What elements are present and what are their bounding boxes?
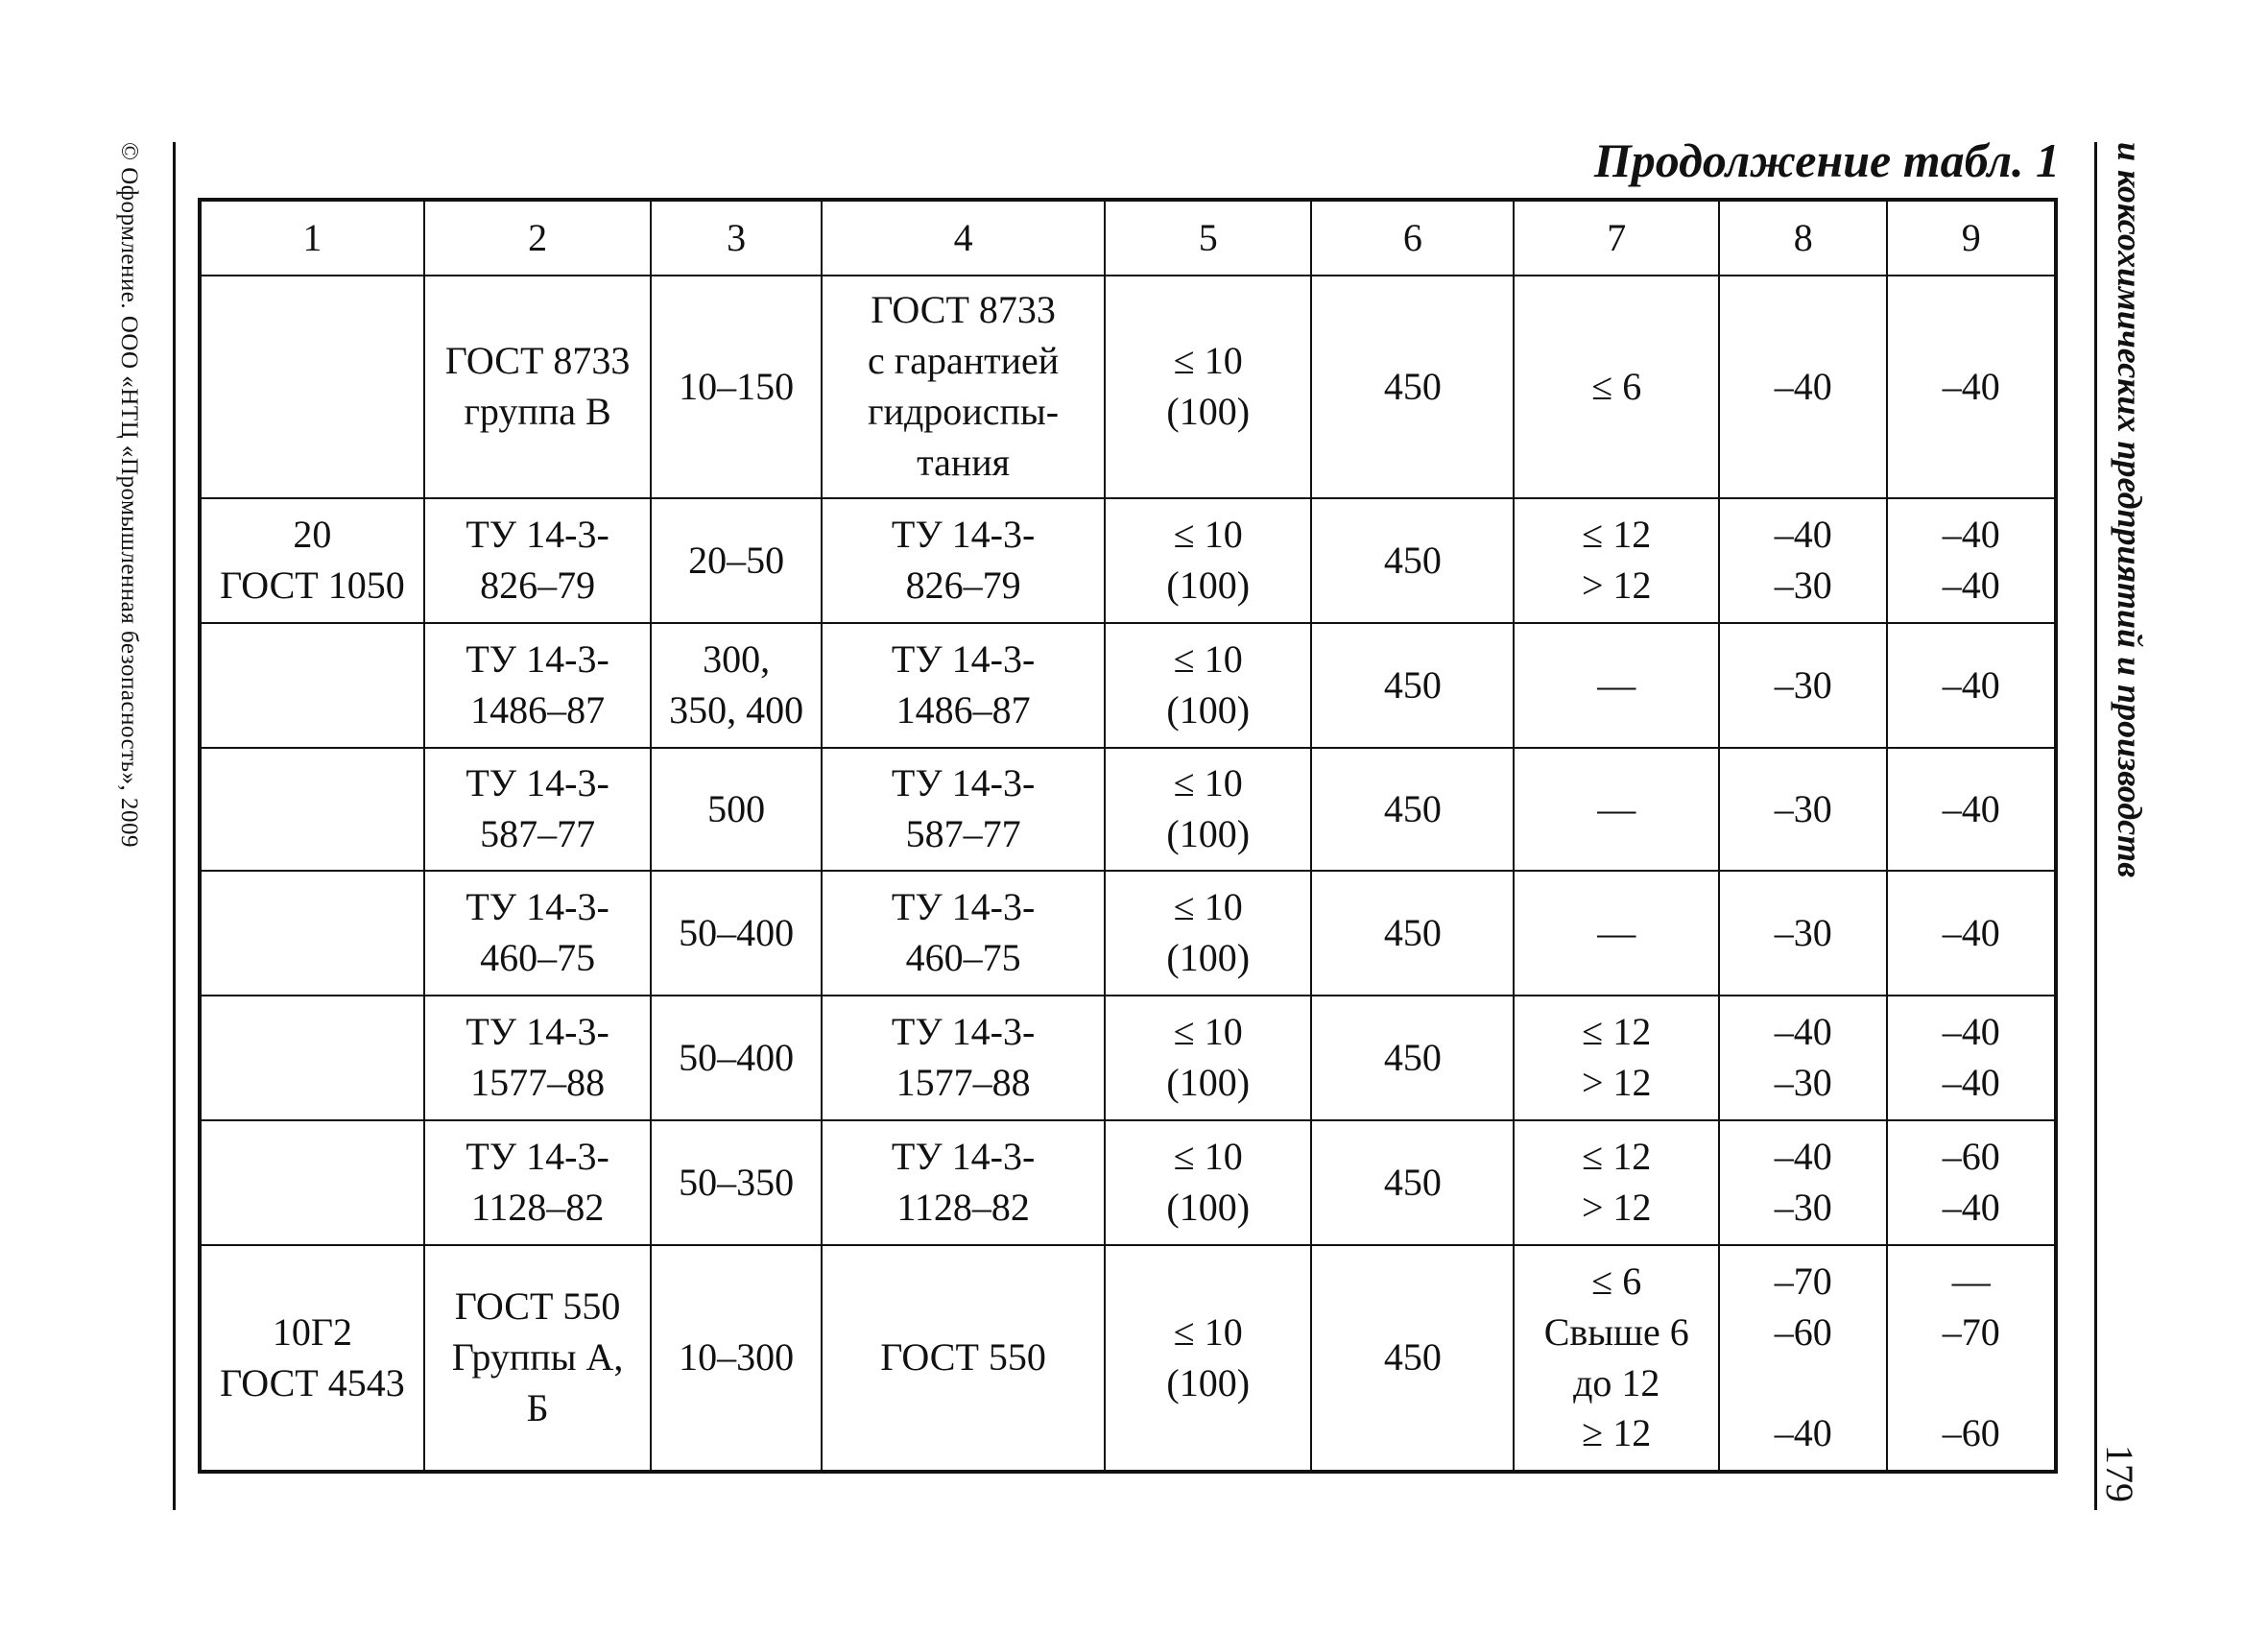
cell-text: 50–400	[679, 910, 795, 954]
cell-text: ТУ 14-3-	[466, 761, 609, 805]
cell-text: 20	[293, 513, 332, 557]
cell-text: –40	[1774, 1135, 1832, 1179]
table-cell	[1887, 1120, 2056, 1245]
table-cell	[424, 871, 652, 996]
cell-text: > 12	[1581, 564, 1652, 607]
cell-text: (100)	[1166, 1360, 1251, 1404]
cell-text: 50–350	[679, 1160, 795, 1204]
table-cell	[424, 276, 652, 498]
table-cell	[651, 498, 822, 623]
table-cell	[1311, 1245, 1514, 1472]
table-cell	[1719, 996, 1887, 1120]
table-row	[200, 1120, 2056, 1245]
table-cell	[1887, 1245, 2056, 1472]
table-cell	[424, 623, 652, 748]
table-cell	[1105, 623, 1311, 748]
cell-text: ГОСТ 8733	[444, 339, 631, 383]
blank-line	[1724, 1358, 1882, 1409]
cell-text: 10–300	[679, 1335, 795, 1380]
table-cell	[424, 748, 652, 871]
cell-text: –40	[1942, 662, 2000, 707]
cell-text: –40	[1942, 1010, 2000, 1054]
cell-text: Группы А,	[451, 1335, 624, 1380]
cell-text: до 12	[1573, 1360, 1660, 1404]
cell-text: –70	[1774, 1259, 1832, 1303]
cell-text: —	[1597, 910, 1636, 954]
table-cell	[1311, 276, 1514, 498]
table-cell	[1311, 498, 1514, 623]
cell-text: –60	[1942, 1411, 2000, 1455]
table-cell	[822, 498, 1105, 623]
cell-text: ГОСТ 550	[454, 1284, 621, 1329]
table-cell	[1105, 276, 1311, 498]
table-cell	[200, 498, 424, 623]
cell-text: > 12	[1581, 1186, 1652, 1229]
cell-text: 10Г2	[272, 1309, 352, 1354]
table-cell	[651, 1245, 822, 1472]
cell-text: –40	[1774, 513, 1832, 557]
cell-text: 1486–87	[470, 688, 606, 732]
cell-text: ГОСТ 8733	[871, 288, 1056, 332]
cell-text: 10–150	[679, 364, 795, 408]
cell-text: ТУ 14-3-	[891, 637, 1036, 682]
table-cell	[1514, 996, 1719, 1120]
cell-text: тания	[917, 440, 1011, 484]
cell-text: ≤ 12	[1582, 1135, 1652, 1179]
cell-text: –30	[1774, 1186, 1832, 1229]
cell-text: –40	[1774, 364, 1832, 408]
table-cell	[1311, 1120, 1514, 1245]
column-header: 5	[1105, 200, 1311, 276]
table-cell	[822, 276, 1105, 498]
table-cell	[1514, 276, 1719, 498]
table-cell	[822, 1120, 1105, 1245]
page-number: 179	[2098, 1445, 2141, 1502]
table-row	[200, 871, 2056, 996]
table-body	[200, 276, 2056, 1472]
cell-text: –30	[1774, 564, 1832, 607]
table-cell	[1719, 623, 1887, 748]
table-cell	[1514, 748, 1719, 871]
cell-text: (100)	[1166, 812, 1251, 855]
table-row	[200, 623, 2056, 748]
table-cell	[1887, 498, 2056, 623]
table-cell	[1311, 996, 1514, 1120]
cell-text: –40	[1774, 1010, 1832, 1054]
cell-text: –60	[1942, 1135, 2000, 1179]
table-cell	[651, 623, 822, 748]
table-row	[200, 748, 2056, 871]
cell-text: —	[1597, 786, 1636, 830]
cell-text: 450	[1383, 538, 1442, 582]
cell-text: (100)	[1166, 564, 1251, 607]
table-cell	[1105, 1120, 1311, 1245]
table-cell	[200, 871, 424, 996]
table-cell	[822, 748, 1105, 871]
cell-text: ≤ 10	[1173, 1010, 1243, 1054]
cell-text: (100)	[1166, 390, 1251, 433]
cell-text: ТУ 14-3-	[466, 1010, 609, 1054]
table-cell	[200, 748, 424, 871]
table-cell	[1887, 748, 2056, 871]
column-header: 8	[1719, 200, 1887, 276]
table-cell	[1887, 996, 2056, 1120]
table-cell	[651, 996, 822, 1120]
table-cell	[1105, 748, 1311, 871]
table-caption: Продолжение табл. 1	[1593, 133, 2060, 187]
cell-text: 450	[1383, 1335, 1442, 1380]
cell-text: ТУ 14-3-	[891, 1010, 1036, 1054]
table-cell	[1514, 871, 1719, 996]
cell-text: –30	[1774, 662, 1832, 707]
cell-text: ТУ 14-3-	[891, 1135, 1036, 1179]
cell-text: гидроиспы-	[868, 390, 1060, 433]
table-cell	[1719, 276, 1887, 498]
cell-text: ТУ 14-3-	[891, 761, 1036, 805]
cell-text: ≤ 12	[1582, 1010, 1652, 1054]
cell-text: ГОСТ 4543	[220, 1360, 405, 1404]
cell-text: 460–75	[905, 936, 1021, 979]
cell-text: –40	[1942, 564, 2000, 607]
cell-text: 1577–88	[470, 1061, 606, 1104]
cell-text: ТУ 14-3-	[466, 513, 609, 557]
cell-text: 450	[1383, 1160, 1442, 1204]
table-cell	[651, 276, 822, 498]
cell-text: ТУ 14-3-	[466, 637, 609, 682]
cell-text: 500	[707, 786, 766, 830]
table-row	[200, 276, 2056, 498]
cell-text: ГОСТ 550	[880, 1335, 1046, 1380]
table-row	[200, 498, 2056, 623]
table-cell	[424, 1245, 652, 1472]
cell-text: Свыше 6	[1543, 1309, 1689, 1354]
running-header: и коксохимических предприятий и производств	[2111, 142, 2149, 878]
table-cell	[1105, 498, 1311, 623]
table-cell	[1311, 871, 1514, 996]
table-cell	[1719, 871, 1887, 996]
cell-text: –60	[1774, 1309, 1832, 1354]
column-header: 4	[822, 200, 1105, 276]
table-cell	[1514, 623, 1719, 748]
table-cell	[200, 623, 424, 748]
table-cell	[1887, 623, 2056, 748]
cell-text: 460–75	[480, 936, 596, 979]
table-cell	[651, 871, 822, 996]
cell-text: –70	[1942, 1309, 2000, 1354]
cell-text: группа В	[464, 390, 611, 433]
column-header: 2	[424, 200, 652, 276]
cell-text: ТУ 14-3-	[891, 513, 1036, 557]
cell-text: ≤ 6	[1591, 364, 1642, 408]
cell-text: 1128–82	[896, 1186, 1030, 1229]
cell-text: 1577–88	[895, 1061, 1031, 1104]
cell-text: 450	[1383, 662, 1442, 707]
cell-text: > 12	[1581, 1061, 1652, 1104]
table-cell	[822, 1245, 1105, 1472]
cell-text: ≤ 10	[1173, 1309, 1243, 1354]
cell-text: с гарантией	[868, 339, 1060, 383]
cell-text: ≤ 12	[1582, 513, 1652, 557]
cell-text: –40	[1942, 513, 2000, 557]
table-cell	[1719, 1120, 1887, 1245]
cell-text: (100)	[1166, 1061, 1251, 1104]
cell-text: ТУ 14-3-	[466, 1135, 609, 1179]
cell-text: ТУ 14-3-	[466, 885, 609, 929]
cell-text: (100)	[1166, 688, 1251, 732]
column-header: 9	[1887, 200, 2056, 276]
cell-text: –30	[1774, 1061, 1832, 1104]
cell-text: —	[1951, 1259, 1991, 1303]
cell-text: 826–79	[905, 564, 1021, 607]
table-cell	[1887, 871, 2056, 996]
cell-text: –40	[1942, 1186, 2000, 1229]
table-cell	[822, 996, 1105, 1120]
cell-text: –40	[1942, 786, 2000, 830]
cell-text: –40	[1942, 364, 2000, 408]
cell-text: ≤ 10	[1173, 637, 1243, 682]
cell-text: Б	[526, 1385, 549, 1429]
right-margin-rule	[2094, 142, 2097, 1510]
table-cell	[1105, 996, 1311, 1120]
column-header: 3	[651, 200, 822, 276]
cell-text: (100)	[1166, 1186, 1251, 1229]
table-cell	[1719, 1245, 1887, 1472]
cell-text: ≤ 10	[1173, 885, 1243, 929]
blank-line	[1892, 1358, 2050, 1409]
cell-text: ТУ 14-3-	[891, 885, 1036, 929]
left-margin-rule	[173, 142, 176, 1510]
table-cell	[1514, 1245, 1719, 1472]
table-cell	[822, 871, 1105, 996]
table-cell	[424, 996, 652, 1120]
cell-text: 450	[1383, 910, 1442, 954]
cell-text: –40	[1942, 910, 2000, 954]
table-row	[200, 996, 2056, 1120]
table-cell	[1105, 871, 1311, 996]
cell-text: 1486–87	[895, 688, 1031, 732]
cell-text: (100)	[1166, 936, 1251, 979]
table-row	[200, 1245, 2056, 1472]
cell-text: 350, 400	[669, 688, 804, 732]
column-header: 7	[1514, 200, 1719, 276]
table-cell	[200, 276, 424, 498]
cell-text: 20–50	[688, 538, 785, 582]
cell-text: 50–400	[679, 1035, 795, 1079]
table-cell	[1514, 498, 1719, 623]
cell-text: ГОСТ 1050	[220, 564, 405, 607]
cell-text: ≤ 6	[1591, 1259, 1642, 1303]
copyright-notice: © Оформление. ООО «НТЦ «Промышленная безопасность», 2009	[116, 142, 142, 849]
table-cell	[1514, 1120, 1719, 1245]
cell-text: 450	[1383, 1035, 1442, 1079]
table-header-row	[200, 200, 2056, 276]
table-cell	[200, 1120, 424, 1245]
cell-text: 450	[1383, 786, 1442, 830]
cell-text: 300,	[703, 637, 771, 682]
table-cell	[200, 1245, 424, 1472]
cell-text: –40	[1774, 1411, 1832, 1455]
column-header: 1	[200, 200, 424, 276]
cell-text: ≤ 10	[1173, 761, 1243, 805]
table-cell	[424, 1120, 652, 1245]
cell-text: 450	[1383, 364, 1442, 408]
cell-text: 587–77	[480, 812, 596, 855]
cell-text: ≥ 12	[1582, 1411, 1652, 1455]
table-cell	[1887, 276, 2056, 498]
cell-text: ≤ 10	[1173, 513, 1243, 557]
table-cell	[822, 623, 1105, 748]
cell-text: ≤ 10	[1173, 1135, 1243, 1179]
table-cell	[651, 1120, 822, 1245]
table-cell	[1719, 748, 1887, 871]
cell-text: 1128–82	[470, 1186, 605, 1229]
table-cell	[1719, 498, 1887, 623]
cell-text: –40	[1942, 1061, 2000, 1104]
data-table	[198, 198, 2058, 1474]
cell-text: –30	[1774, 786, 1832, 830]
table-cell	[1105, 1245, 1311, 1472]
cell-text: ≤ 10	[1173, 339, 1243, 383]
table-cell	[200, 996, 424, 1120]
cell-text: 587–77	[905, 812, 1021, 855]
table-cell	[424, 498, 652, 623]
cell-text: 826–79	[480, 564, 596, 607]
table-cell	[1311, 748, 1514, 871]
table-cell	[1311, 623, 1514, 748]
cell-text: –30	[1774, 910, 1832, 954]
cell-text: —	[1597, 662, 1636, 707]
column-header: 6	[1311, 200, 1514, 276]
table-cell	[651, 748, 822, 871]
